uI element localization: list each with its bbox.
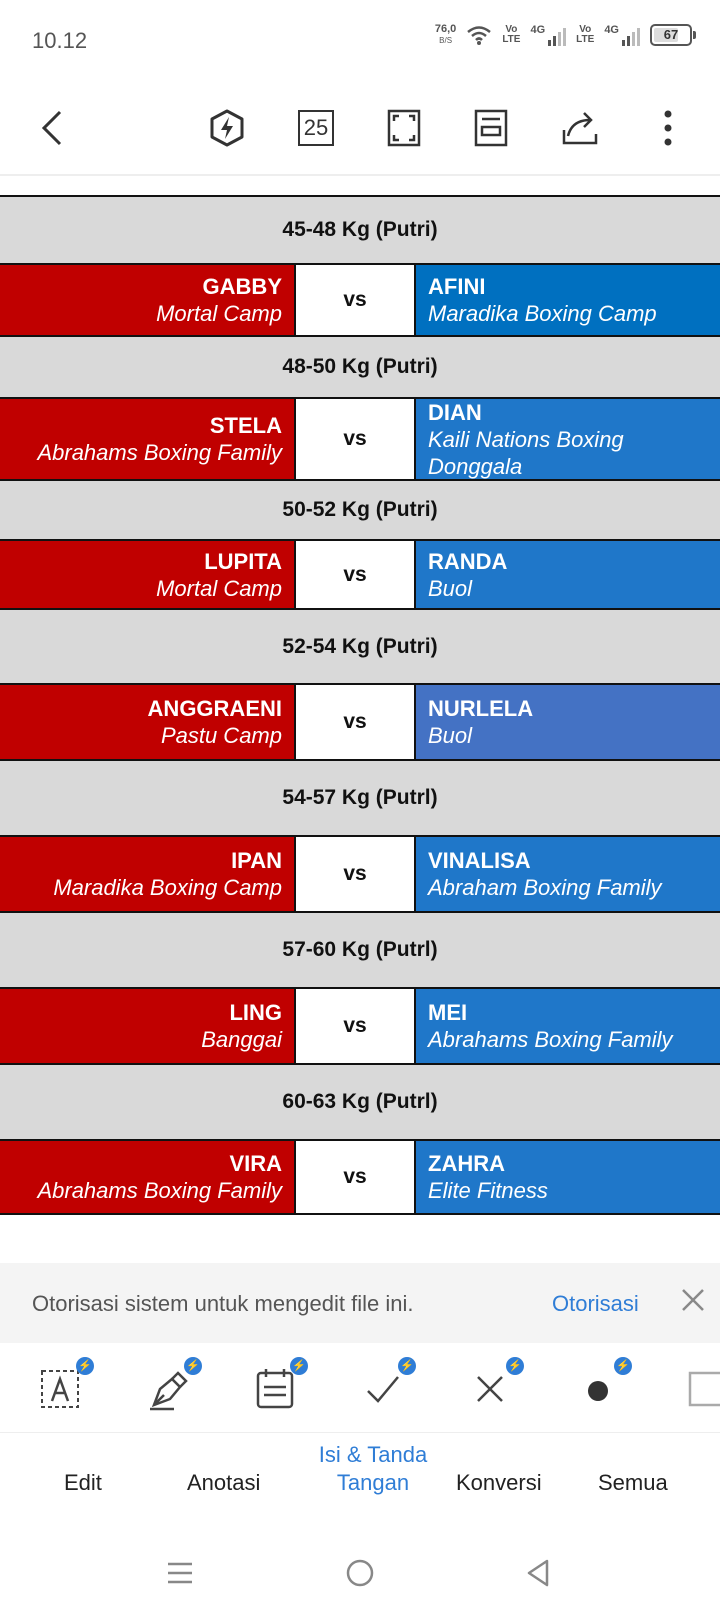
share-icon: [560, 108, 600, 148]
sign-tool[interactable]: [146, 1360, 200, 1413]
net-speed-value: 76,0: [434, 23, 457, 35]
red-corner: [0, 399, 294, 479]
blue-name: MEI: [428, 1000, 468, 1025]
home-circle-icon: [344, 1557, 376, 1589]
signal-1-icon: [530, 24, 566, 46]
lightning-hexagon-icon: [207, 108, 247, 148]
category-label: 60-63 Kg (Putrl): [282, 1090, 438, 1113]
cross-tool[interactable]: [468, 1360, 522, 1413]
tab-fill-sign-line2: Tangan: [336, 1470, 410, 1495]
blue-team: Maradika Boxing Camp: [428, 301, 657, 326]
vs-label: vs: [294, 541, 416, 608]
blue-team: Buol: [428, 575, 473, 601]
tab-fill-sign[interactable]: [313, 1441, 433, 1497]
authorization-banner: [0, 1263, 720, 1343]
blue-corner: [416, 837, 720, 911]
vs-label: vs: [294, 989, 416, 1063]
blue-corner: [416, 265, 720, 335]
category-row: [0, 1063, 720, 1139]
wifi-icon: [466, 24, 492, 46]
red-team: Banggai: [201, 1027, 282, 1052]
blue-team: Abraham Boxing Family: [428, 875, 662, 900]
blue-corner: [416, 399, 720, 479]
net-speed-unit: B/S: [439, 36, 453, 45]
bolt-badge-icon: ⚡: [184, 1357, 202, 1375]
home-button[interactable]: [338, 1551, 382, 1595]
volte-2: Vo LTE: [576, 24, 595, 45]
category-label: 54-57 Kg (Putrl): [282, 786, 438, 809]
triangle-back-icon: [523, 1557, 553, 1589]
match-row: [0, 263, 720, 335]
back-button[interactable]: [28, 104, 76, 152]
blue-corner: [416, 685, 720, 759]
red-name: VIRA: [229, 1151, 282, 1176]
match-row: [0, 683, 720, 759]
category-label: 50-52 Kg (Putri): [282, 498, 438, 521]
fullscreen-icon: [386, 108, 422, 148]
page-number-icon: 25: [298, 110, 334, 146]
dot-tool[interactable]: [576, 1360, 630, 1413]
red-team: Abrahams Boxing Family: [37, 1178, 282, 1203]
vs-label: vs: [294, 265, 416, 335]
bolt-badge-icon: ⚡: [398, 1357, 416, 1375]
vs-label: vs: [294, 685, 416, 759]
red-corner: [0, 989, 294, 1063]
red-name: ANGGRAENI: [147, 696, 282, 721]
fullscreen-button[interactable]: [380, 104, 428, 152]
blue-corner: [416, 1141, 720, 1213]
signal-1-label: 4G: [530, 24, 546, 36]
reading-mode-button[interactable]: [467, 104, 515, 152]
quick-action-button[interactable]: [203, 104, 251, 152]
back-nav-button[interactable]: [516, 1551, 560, 1595]
red-name: IPAN: [231, 848, 282, 873]
menu-icon: [165, 1558, 195, 1588]
category-row: [0, 335, 720, 397]
category-label: 48-50 Kg (Putri): [282, 355, 438, 378]
red-corner: [0, 685, 294, 759]
bolt-badge-icon: ⚡: [76, 1357, 94, 1375]
text-edit-tool[interactable]: [38, 1360, 92, 1413]
bolt-badge-icon: ⚡: [290, 1357, 308, 1375]
recent-apps-button[interactable]: [158, 1551, 202, 1595]
net-speed: [435, 24, 456, 46]
share-button[interactable]: [556, 104, 604, 152]
battery-level: 67: [663, 27, 679, 42]
red-corner: [0, 837, 294, 911]
vs-label: vs: [294, 399, 416, 479]
red-name: LUPITA: [204, 548, 282, 574]
category-label: 52-54 Kg (Putri): [282, 634, 438, 658]
signal-2-icon: [604, 24, 640, 46]
category-row: [0, 608, 720, 683]
blue-team: Kaili Nations Boxing Donggala: [428, 426, 624, 479]
category-row: [0, 759, 720, 835]
match-row: [0, 397, 720, 479]
status-bar: [0, 0, 720, 80]
vs-label: vs: [294, 837, 416, 911]
battery-icon: [650, 24, 692, 46]
red-team: Mortal Camp: [156, 575, 282, 601]
more-options-button[interactable]: [644, 104, 692, 152]
match-row: [0, 835, 720, 911]
blue-name: VINALISA: [428, 848, 531, 873]
tab-annotate[interactable]: Anotasi: [187, 1470, 261, 1495]
red-corner: [0, 265, 294, 335]
tab-convert[interactable]: Konversi: [456, 1470, 542, 1495]
tab-edit[interactable]: Edit: [64, 1470, 102, 1495]
bottom-tabs: [0, 1433, 720, 1533]
blue-name: DIAN: [428, 399, 482, 425]
rectangle-icon: [684, 1365, 720, 1413]
bolt-badge-icon: ⚡: [506, 1357, 524, 1375]
check-tool[interactable]: [360, 1360, 414, 1413]
red-name: GABBY: [202, 274, 282, 299]
blue-team: Elite Fitness: [428, 1178, 548, 1203]
category-label: 45-48 Kg (Putri): [282, 218, 438, 241]
system-navigation-bar: [0, 1533, 720, 1612]
red-corner: [0, 1141, 294, 1213]
blue-corner: [416, 541, 720, 608]
red-team: Abrahams Boxing Family: [37, 440, 282, 465]
vs-label: vs: [294, 1141, 416, 1213]
document-page: [0, 195, 720, 1215]
match-row: [0, 1139, 720, 1215]
volte-1: Vo LTE: [502, 24, 521, 45]
status-time: 10.12: [32, 28, 88, 53]
top-toolbar: [0, 80, 720, 176]
blue-team: Abrahams Boxing Family: [428, 1027, 673, 1052]
status-icons: [435, 24, 692, 46]
blue-corner: [416, 989, 720, 1063]
category-label: 57-60 Kg (Putrl): [282, 938, 438, 961]
tab-all[interactable]: Semua: [598, 1470, 668, 1495]
red-team: Maradika Boxing Camp: [53, 875, 282, 900]
red-name: LING: [229, 1000, 282, 1025]
signal-2-label: 4G: [604, 24, 619, 36]
more-vertical-icon: [662, 108, 674, 148]
category-row: [0, 911, 720, 987]
rectangle-tool[interactable]: [684, 1365, 720, 1413]
bolt-badge-icon: ⚡: [614, 1357, 632, 1375]
blue-name: NURLELA: [428, 696, 534, 721]
category-row: [0, 479, 720, 539]
page-number-button[interactable]: [292, 104, 340, 152]
document-view-icon: [473, 108, 509, 148]
blue-name: AFINI: [428, 274, 486, 299]
red-team: Pastu Camp: [160, 723, 282, 748]
red-team: Mortal Camp: [156, 301, 282, 326]
authorize-link[interactable]: Otorisasi: [552, 1291, 639, 1316]
close-icon[interactable]: [678, 1285, 708, 1315]
chevron-left-icon: [38, 108, 66, 148]
authorization-message: Otorisasi sistem untuk mengedit file ini.: [32, 1291, 414, 1316]
blue-name: RANDA: [428, 548, 508, 574]
match-row: [0, 987, 720, 1063]
blue-name: ZAHRA: [428, 1151, 505, 1176]
tab-fill-sign-line1: Isi & Tanda: [318, 1442, 428, 1467]
red-corner: [0, 541, 294, 608]
form-tool[interactable]: [252, 1360, 306, 1413]
tools-row: [0, 1343, 720, 1433]
red-name: STELA: [209, 413, 282, 438]
category-row: [0, 195, 720, 263]
blue-team: Buol: [428, 723, 473, 748]
match-row: [0, 539, 720, 608]
